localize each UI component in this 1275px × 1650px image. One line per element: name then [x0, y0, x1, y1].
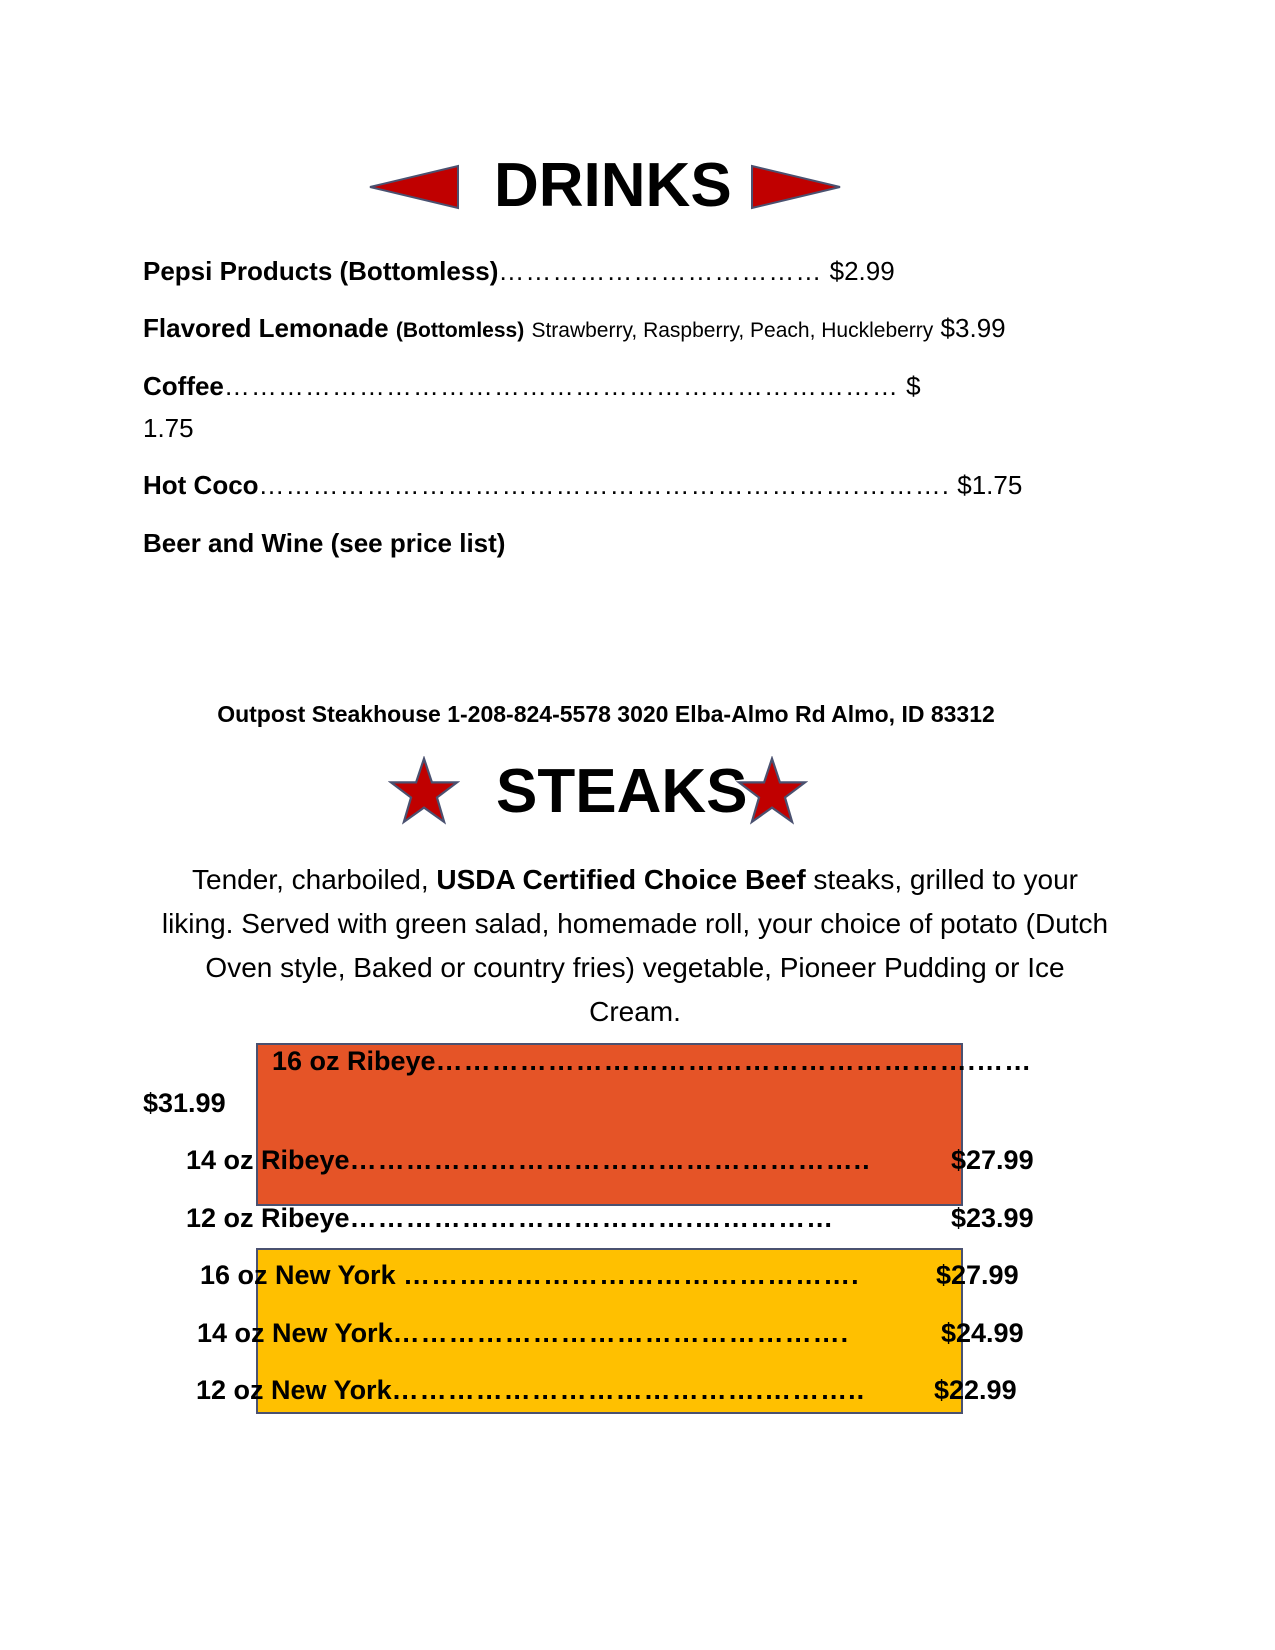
steak-price-14oz-new-york: $24.99	[941, 1318, 1024, 1348]
drink-item-coffee-price: 1.75	[143, 413, 194, 443]
steak-item-14oz-new-york: 14 oz New York………………………………………….	[197, 1318, 850, 1348]
steak-item-12oz-ribeye: 12 oz Ribeye……………………………….……………	[186, 1203, 835, 1233]
steak-item-16oz-new-york: 16 oz New York ………………………………………….	[200, 1260, 860, 1290]
drink-item-lemonade: Flavored Lemonade (Bottomless) Strawberry, Raspberry, Peach, Huckleberry $3.99	[143, 313, 1006, 343]
steaks-description: Tender, charboiled, USDA Certified Choice Beef steaks, grilled to your liking. Served with green salad, homemade roll, your choice of potato (Dutch Oven style, Baked or country fries) vegetable, Pioneer Pudding or Ice Cream.	[161, 864, 1109, 1027]
steak-item-16oz-ribeye: 16 oz Ribeye………………………………………………….……	[272, 1046, 1033, 1076]
steak-price-14oz-ribeye: $27.99	[951, 1145, 1034, 1175]
drink-item-beer-wine: Beer and Wine (see price list)	[143, 528, 506, 558]
right-arrow-icon	[750, 164, 842, 210]
drink-item-hot-coco: Hot Coco………………………………………………………….………. $1.75	[143, 470, 1023, 500]
steak-item-14oz-ribeye: 14 oz Ribeye………………………………………………..	[186, 1145, 871, 1175]
drink-item-coffee: Coffee………………………………………………………………… $	[143, 371, 921, 401]
steak-price-12oz-new-york: $22.99	[934, 1375, 1017, 1405]
steak-price-16oz-new-york: $27.99	[936, 1260, 1019, 1290]
contact-info: Outpost Steakhouse 1-208-824-5578 3020 Elba-Almo Rd Almo, ID 83312	[217, 701, 995, 727]
steak-price-16oz-ribeye: $31.99	[143, 1088, 226, 1118]
right-star-icon	[736, 756, 808, 826]
drinks-title: DRINKS	[494, 151, 732, 220]
left-star-icon	[388, 756, 460, 826]
drink-item-pepsi: Pepsi Products (Bottomless)……………………………… $2.99	[143, 256, 895, 286]
steaks-title: STEAKS	[496, 757, 748, 826]
steak-price-12oz-ribeye: $23.99	[951, 1203, 1034, 1233]
left-arrow-icon	[368, 164, 460, 210]
steak-item-12oz-new-york: 12 oz New York………………………………….………..	[196, 1375, 866, 1405]
